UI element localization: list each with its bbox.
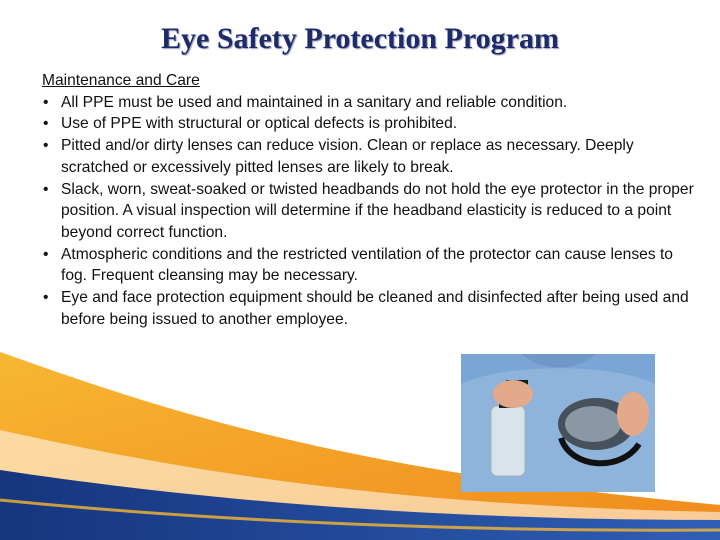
slide-body — [42, 70, 702, 330]
bullet-item: • Eye and face protection equipment should be cleaned and disinfected after being used and before being issued to another employee. — [42, 287, 702, 330]
bullet-item: • All PPE must be used and maintained in a sanitary and reliable condition. — [42, 92, 702, 114]
bullet-item: • Slack, worn, sweat-soaked or twisted headbands do not hold the eye protector in the proper position. A visual inspection will determine if the headband elasticity is reduced to a point beyond correct function. — [42, 179, 702, 244]
bullet-item: • Atmospheric conditions and the restricted ventilation of the protector can cause lenses to fog. Frequent cleansing may be necessary. — [42, 244, 702, 287]
slide-title: Eye Safety Protection Program — [161, 22, 559, 55]
bullet-list — [42, 92, 702, 331]
bullet-item: • Use of PPE with structural or optical defects is prohibited. — [42, 113, 702, 135]
section-heading: Maintenance and Care — [42, 72, 200, 89]
photo-cleaning-goggles — [461, 354, 655, 492]
bullet-item: • Pitted and/or dirty lenses can reduce vision. Clean or replace as necessary. Deeply scratched or excessively pitted lenses are likely to break. — [42, 135, 702, 178]
